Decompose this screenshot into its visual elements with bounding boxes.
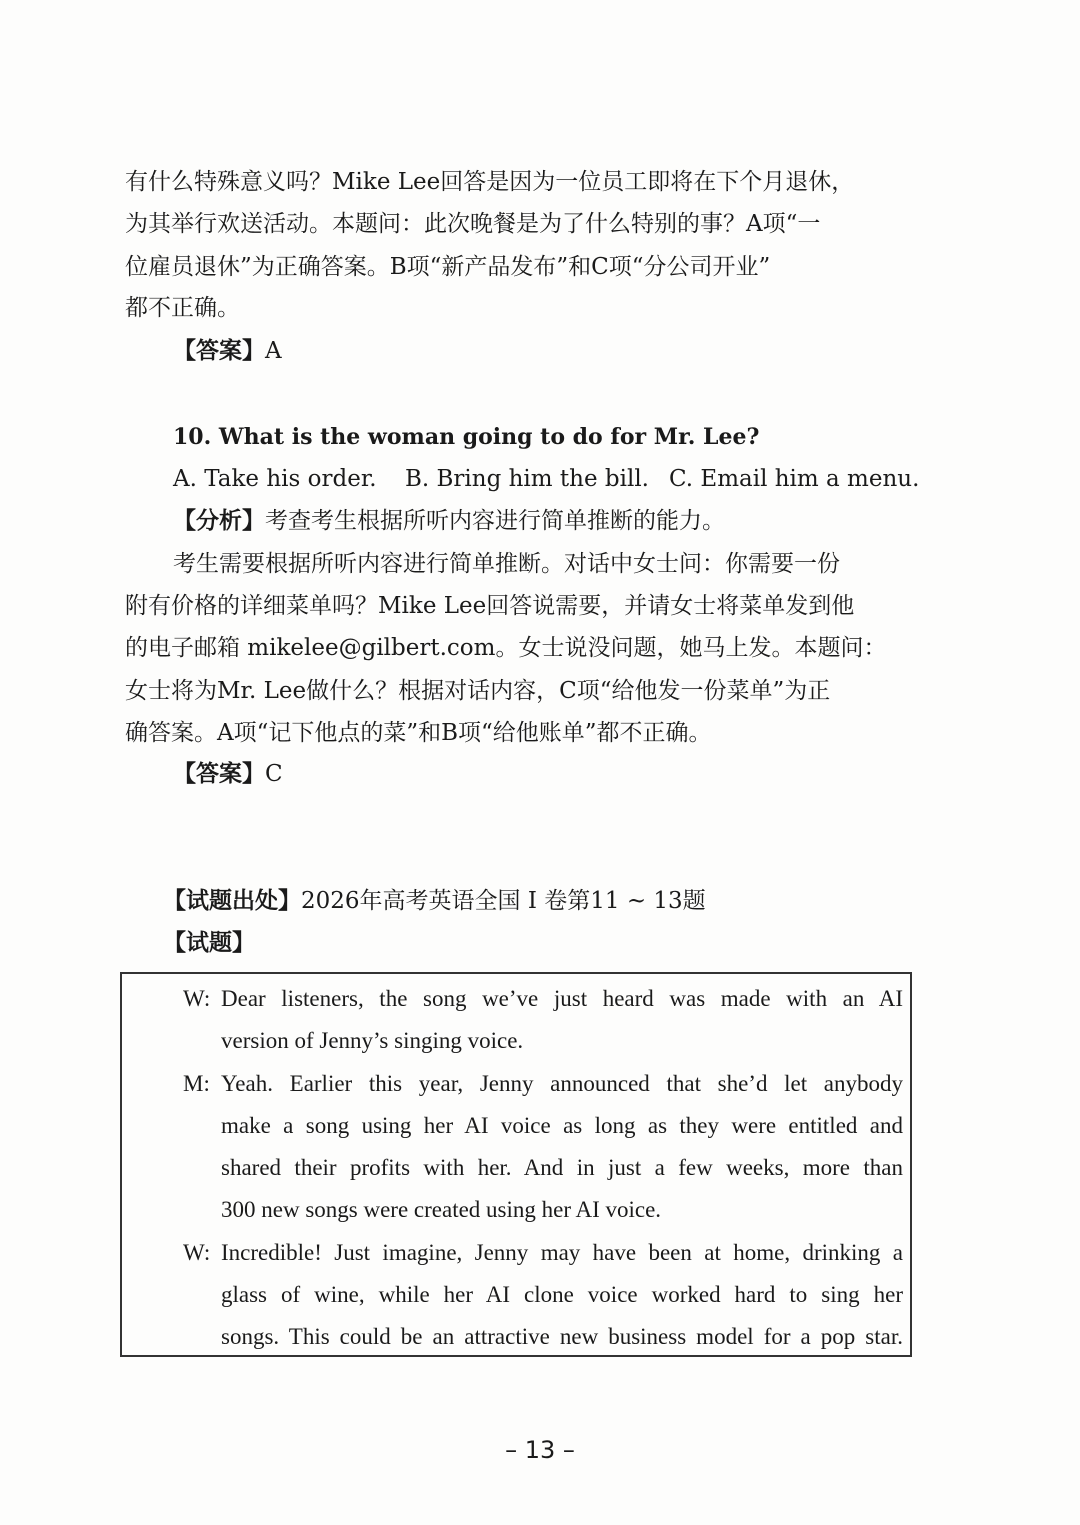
question-label-text: 【试题】 [163, 930, 255, 956]
question-10-analysis [173, 506, 725, 536]
explanation-line-4: 女士将为Mr. Lee做什么？根据对话内容，C项“给他发一份菜单”为正 [125, 678, 831, 704]
section9-line-4: 都不正确。 [125, 295, 240, 321]
dialogue-line: 300 new songs were created using her AI voice. [221, 1197, 662, 1222]
explanation-line-3: 的电子邮箱 mikelee@gilbert.com。女士说没问题，她马上发。本题问： [125, 635, 887, 661]
speaker-w-2: W: [183, 1240, 211, 1265]
analysis-text: 考查考生根据所听内容进行简单推断的能力。 [265, 508, 725, 534]
section9-line-2: 为其举行欢送活动。本题问：此次晚餐是为了什么特别的事？A项“一 [125, 211, 821, 237]
question-label [163, 928, 255, 958]
dialogue-line: shared their profits with her. And in just a few weeks, more than [221, 1155, 903, 1180]
option-a: A. Take his order. [173, 466, 377, 492]
dialogue-line: make a song using her AI voice as long as they were entitled and [221, 1113, 903, 1138]
option-b: B. Bring him the bill. [405, 466, 649, 492]
dialogue-line: Incredible! Just imagine, Jenny may have been at home, drinking a [221, 1240, 903, 1265]
source-text: 2026年高考英语全国 I 卷第11 ~ 13题 [301, 888, 706, 914]
answer-label: 【答案】 [173, 761, 265, 787]
dialogue-line: songs. This could be an attractive new business model for a pop star. [221, 1324, 903, 1349]
section9-line-1: 有什么特殊意义吗？Mike Lee回答是因为一位员工即将在下个月退休， [125, 169, 855, 195]
explanation-line-2: 附有价格的详细菜单吗？Mike Lee回答说需要，并请女士将菜单发到他 [125, 593, 855, 619]
explanation-line-5: 确答案。A项“记下他点的菜”和B项“给他账单”都不正确。 [125, 720, 712, 746]
question-10-answer [173, 759, 283, 789]
page-number: – 13 – [505, 1436, 575, 1464]
question-10-options [173, 464, 919, 494]
source-line [163, 886, 706, 916]
answer-label: 【答案】 [173, 338, 265, 364]
answer-value: A [265, 338, 282, 364]
dialogue-line: Yeah. Earlier this year, Jenny announced that she’d let anybody [221, 1071, 903, 1096]
dialogue-line: version of Jenny’s singing voice. [221, 1028, 524, 1053]
analysis-label: 【分析】 [173, 508, 265, 534]
section9-line-3: 位雇员退休”为正确答案。B项“新产品发布”和C项“分公司开业” [125, 254, 771, 280]
speaker-m: M: [183, 1071, 210, 1096]
option-c: C. Email him a menu. [669, 466, 920, 492]
question-10-title: 10. What is the woman going to do for Mr. Lee? [173, 424, 760, 450]
dialogue-line: Dear listeners, the song we’ve just heard was made with an AI [221, 986, 903, 1011]
speaker-w-1: W: [183, 986, 211, 1011]
section9-answer [173, 336, 282, 366]
source-label: 【试题出处】 [163, 888, 301, 914]
explanation-line-1: 考生需要根据所听内容进行简单推断。对话中女士问：你需要一份 [173, 551, 840, 577]
answer-value: C [265, 761, 283, 787]
dialogue-line: glass of wine, while her AI clone voice worked hard to sing her [221, 1282, 903, 1307]
